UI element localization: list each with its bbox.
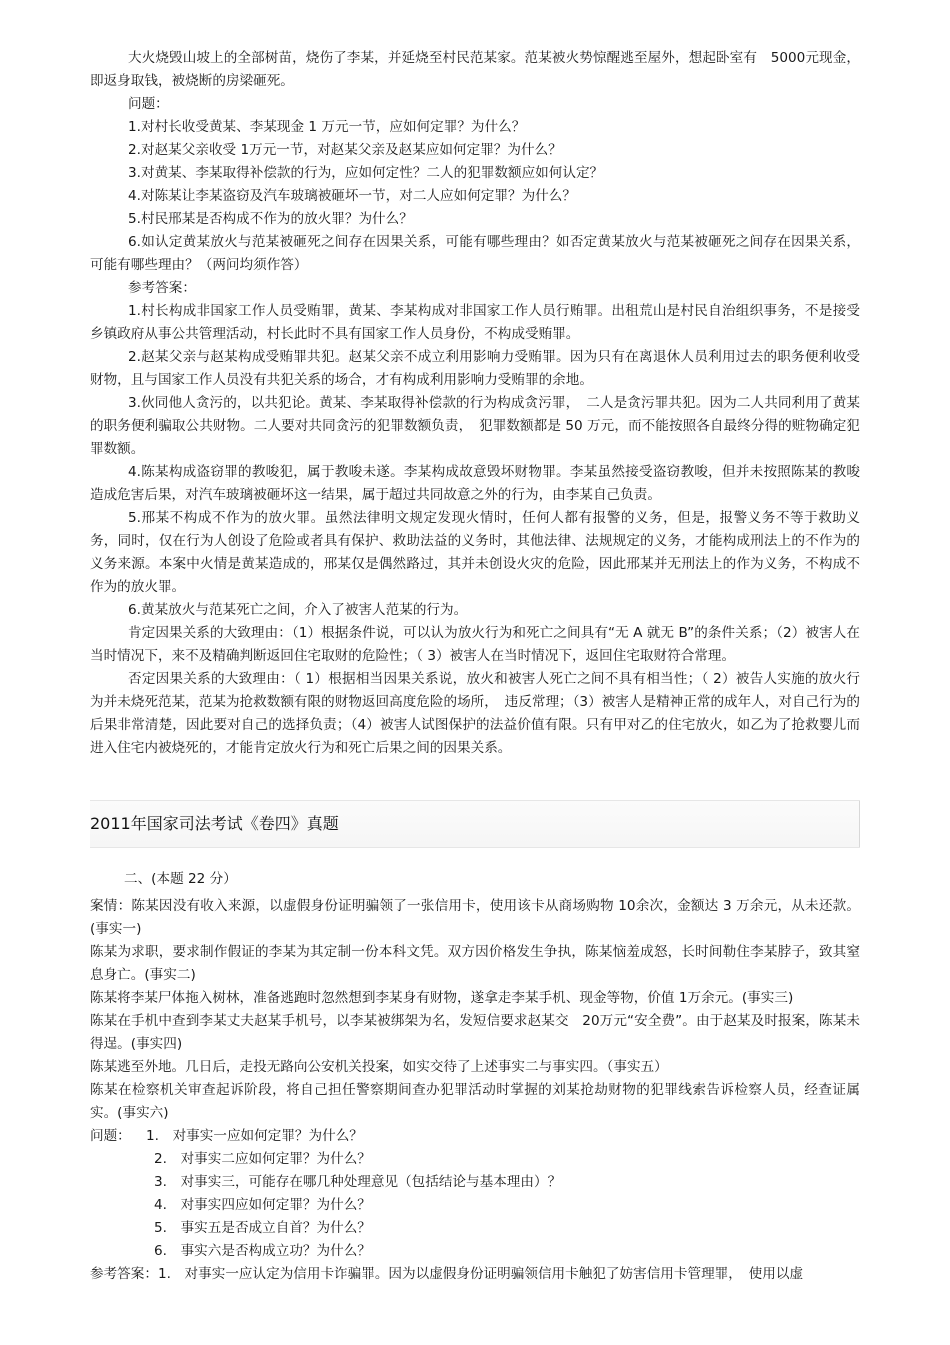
question-item: 1.对村长收受黄某、李某现金 1 万元一节，应如何定罪？为什么？ <box>128 119 526 135</box>
answer-item: 1.村长构成非国家工作人员受贿罪，黄某、李某构成对非国家工作人员行贿罪。出租荒山是村民自治组织事务，不是接受乡镇政府从事公共管理活动，村长此时不具有国家工作人员身份，不构成受贿罪。 <box>90 303 860 342</box>
question-item: 6. 事实六是否构成立功？为什么？ <box>154 1243 371 1259</box>
section-title: 2011年国家司法考试《卷四》真题 <box>90 814 339 833</box>
questions-label: 问题： <box>90 1128 131 1144</box>
answer-item: 2.赵某父亲与赵某构成受贿罪共犯。赵某父亲不成立利用影响力受贿罪。因为只有在离退休人员利用过去的职务便利收受财物，且与国家工作人员没有共犯关系的场合，才有构成利用影响力受贿罪的余地。 <box>90 349 860 388</box>
case-fact: 案情：陈某因没有收入来源，以虚假身份证明骗领了一张信用卡，使用该卡从商场购物 10余次，金额达 3 万余元，从未还款。(事实一) <box>90 898 860 937</box>
answer-item: 4.陈某构成盗窃罪的教唆犯，属于教唆未遂。李某构成故意毁坏财物罪。李某虽然接受盗窃教唆，但并未按照陈某的教唆造成危害后果，对汽车玻璃被砸坏这一结果，属于超过共同故意之外的行为，由李某自己负责。 <box>90 464 860 503</box>
question-item: 4.对陈某让李某盗窃及汽车玻璃被砸坏一节，对二人应如何定罪？为什么？ <box>128 188 576 204</box>
case-fact: 陈某为求职，要求制作假证的李某为其定制一份本科文凭。双方因价格发生争执，陈某恼羞成怒，长时间勒住李某脖子，致其窒息身亡。(事实二) <box>90 944 860 983</box>
question-item: 3. 对事实三，可能存在哪几种处理意见（包括结论与基本理由）？ <box>154 1174 562 1190</box>
answer-intro: 参考答案：1. 对事实一应认定为信用卡诈骗罪。因为以虚假身份证明骗领信用卡触犯了妨害信用卡管理罪， 使用以虚 <box>90 1266 804 1282</box>
answer-item: 6.黄某放火与范某死亡之间，介入了被害人范某的行为。 <box>128 602 468 618</box>
answer-label: 参考答案： <box>128 280 196 296</box>
question-item: 5.村民邢某是否构成不作为的放火罪？为什么？ <box>128 211 413 227</box>
section-header <box>90 800 860 848</box>
answer-section <box>90 47 860 760</box>
answer-item: 否定因果关系的大致理由：（ 1）根据相当因果关系说，放火和被害人死亡之间不具有相当性；（ 2）被告人实施的放火行为并未烧死范某，范某为抢救数额有限的财物返回高度危险的场所， 违反常理；（3）被害人是精神正常的成年人，对自己行为的后果非常清楚，因此要对自己的选择负责；（4）被害人试图保护的法益价值有限。只有甲对乙的住宅放火，如乙为了抢救婴儿而进入住宅内被烧死的，才能肯定放火行为和死亡后果之间的因果关系。 <box>90 671 860 756</box>
question-heading: 二、(本题 22 分） <box>124 871 237 887</box>
case-fact: 陈某逃至外地。几日后，走投无路向公安机关投案，如实交待了上述事实二与事实四。（事实五） <box>90 1059 668 1075</box>
answer-item: 肯定因果关系的大致理由：（1）根据条件说，可以认为放火行为和死亡之间具有“无 A 就无 B”的条件关系；（2）被害人在当时情况下，来不及精确判断返回住宅取财的危险性；（ 3）被害人在当时情况下，返回住宅取财符合常理。 <box>90 625 860 664</box>
question-item: 3.对黄某、李某取得补偿款的行为，应如何定性？二人的犯罪数额应如何认定？ <box>128 165 604 181</box>
question-item: 1. 对事实一应如何定罪？为什么？ <box>146 1128 363 1144</box>
question-item: 6.如认定黄某放火与范某被砸死之间存在因果关系，可能有哪些理由？如否定黄某放火与范某被砸死之间存在因果关系，可能有哪些理由？（两问均须作答） <box>90 234 860 273</box>
question-item: 5. 事实五是否成立自首？为什么？ <box>154 1220 371 1236</box>
questions-list <box>90 1125 860 1263</box>
question-item: 2. 对事实二应如何定罪？为什么？ <box>154 1151 371 1167</box>
case-fact: 陈某在检察机关审查起诉阶段，将自己担任警察期间查办犯罪活动时掌握的刘某抢劫财物的犯罪线索告诉检察人员，经查证属实。(事实六) <box>90 1082 860 1121</box>
case-fact: 陈某将李某尸体拖入树林，准备逃跑时忽然想到李某身有财物，遂拿走李某手机、现金等物，价值 1万余元。(事实三) <box>90 990 794 1006</box>
exam-question-section <box>90 868 860 1286</box>
question-item: 4. 对事实四应如何定罪？为什么？ <box>154 1197 371 1213</box>
header-divider <box>859 801 860 847</box>
answer-item: 5.邢某不构成不作为的放火罪。虽然法律明文规定发现火情时，任何人都有报警的义务，但是，报警义务不等于救助义务，同时，仅在行为人创设了危险或者具有保护、救助法益的义务时，其他法律、法规规定的义务，才能构成刑法上的不作为的义务来源。本案中火情是黄某造成的，邢某仅是偶然路过，其并未创设火灾的危险，因此邢某并无刑法上的作为义务，不构成不作为的放火罪。 <box>90 510 860 595</box>
case-fact: 陈某在手机中查到李某丈夫赵某手机号，以李某被绑架为名，发短信要求赵某交 20万元“安全费”。由于赵某及时报案，陈某未得逞。(事实四) <box>90 1013 860 1052</box>
question-item: 2.对赵某父亲收受 1万元一节，对赵某父亲及赵某应如何定罪？为什么？ <box>128 142 562 158</box>
paragraph: 大火烧毁山坡上的全部树苗，烧伤了李某，并延烧至村民范某家。范某被火势惊醒逃至屋外，想起卧室有 5000元现金，即返身取钱，被烧断的房梁砸死。 <box>90 50 860 89</box>
answer-item: 3.伙同他人贪污的，以共犯论。黄某、李某取得补偿款的行为构成贪污罪， 二人是贪污罪共犯。因为二人共同利用了黄某的职务便利骗取公共财物。二人要对共同贪污的犯罪数额负责， 犯罪数额都是 50 万元，而不能按照各自最终分得的赃物确定犯罪数额。 <box>90 395 860 457</box>
questions-label: 问题： <box>128 96 169 112</box>
